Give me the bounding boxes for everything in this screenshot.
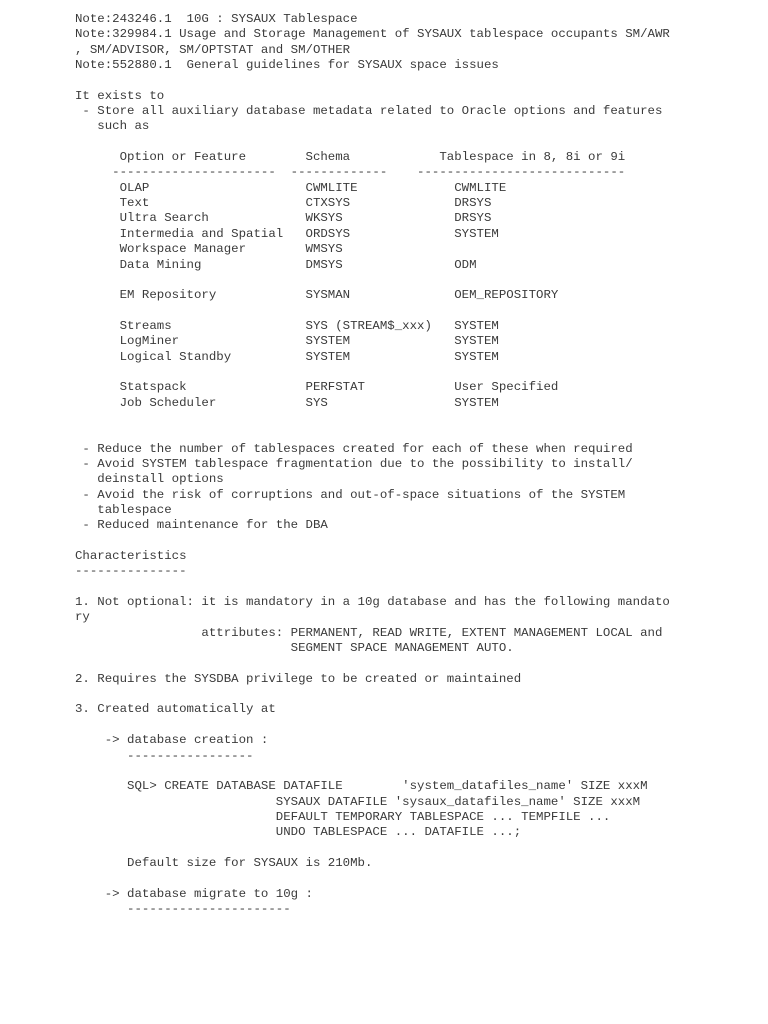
document-line: Workspace Manager WMSYS bbox=[75, 242, 343, 257]
document-line bbox=[75, 365, 670, 380]
document-line: It exists to bbox=[75, 88, 165, 103]
document-line: ---------------------- ------------- ---------------------------- bbox=[75, 165, 626, 180]
document-line bbox=[75, 304, 670, 319]
document-line: UNDO TABLESPACE ... DATAFILE ...; bbox=[75, 825, 522, 840]
document-line: - Avoid SYSTEM tablespace fragmentation due to the possibility to install/ bbox=[75, 456, 633, 471]
document-line: Note:243246.1 10G : SYSAUX Tablespace bbox=[75, 12, 358, 26]
document-line: such as bbox=[75, 119, 150, 134]
document-line: SEGMENT SPACE MANAGEMENT AUTO. bbox=[75, 641, 514, 656]
document-line bbox=[75, 411, 670, 426]
document-line: -> database creation : bbox=[75, 733, 269, 748]
document-line: SQL> CREATE DATABASE DATAFILE 'system_datafiles_name' SIZE xxxM bbox=[75, 779, 648, 794]
document-line bbox=[75, 426, 670, 441]
document-line: , SM/ADVISOR, SM/OPTSTAT and SM/OTHER bbox=[75, 42, 351, 57]
document-line: Text CTXSYS DRSYS bbox=[75, 196, 492, 211]
document-line: - Reduced maintenance for the DBA bbox=[75, 518, 328, 533]
document-line: Statspack PERFSTAT User Specified bbox=[75, 380, 559, 395]
document-line bbox=[75, 841, 670, 856]
document-line: Job Scheduler SYS SYSTEM bbox=[75, 395, 499, 410]
document-line bbox=[75, 73, 670, 88]
document-line: tablespace bbox=[75, 503, 172, 517]
document-line bbox=[75, 871, 670, 886]
document-line: -> database migrate to 10g : bbox=[75, 886, 313, 901]
document-line: EM Repository SYSMAN OEM_REPOSITORY bbox=[75, 288, 559, 303]
document-line: LogMiner SYSTEM SYSTEM bbox=[75, 334, 499, 349]
document-line bbox=[75, 718, 670, 733]
document-line bbox=[75, 656, 670, 671]
document-line: 2. Requires the SYSDBA privilege to be created or maintained bbox=[75, 671, 522, 686]
document-line: --------------- bbox=[75, 564, 187, 579]
document-line: Characteristics bbox=[75, 549, 187, 564]
document-line: - Store all auxiliary database metadata related to Oracle options and features bbox=[75, 104, 663, 119]
document-line: - Reduce the number of tablespaces created for each of these when required bbox=[75, 441, 633, 456]
document-text bbox=[75, 12, 670, 917]
document-line: Streams SYS (STREAM$_xxx) SYSTEM bbox=[75, 318, 499, 333]
document-line: Option or Feature Schema Tablespace in 8, 8i or 9i bbox=[75, 150, 626, 165]
document-line bbox=[75, 580, 670, 595]
document-line: Logical Standby SYSTEM SYSTEM bbox=[75, 349, 499, 364]
document-line bbox=[75, 534, 670, 549]
document-line bbox=[75, 273, 670, 288]
document-line: deinstall options bbox=[75, 472, 224, 487]
document-line: ry bbox=[75, 610, 90, 625]
document-line: Data Mining DMSYS ODM bbox=[75, 257, 477, 272]
document-line: 3. Created automatically at bbox=[75, 702, 276, 717]
document-line: ----------------- bbox=[75, 748, 254, 763]
document-line: attributes: PERMANENT, READ WRITE, EXTENT MANAGEMENT LOCAL and bbox=[75, 625, 663, 640]
document-line: Note:329984.1 Usage and Storage Management of SYSAUX tablespace occupants SM/AWR bbox=[75, 27, 670, 42]
document-line: Intermedia and Spatial ORDSYS SYSTEM bbox=[75, 226, 499, 241]
document-line: DEFAULT TEMPORARY TABLESPACE ... TEMPFILE ... bbox=[75, 809, 611, 824]
document-line bbox=[75, 764, 670, 779]
document-line: Default size for SYSAUX is 210Mb. bbox=[75, 855, 373, 870]
document-line: SYSAUX DATAFILE 'sysaux_datafiles_name' SIZE xxxM bbox=[75, 794, 641, 809]
document-line bbox=[75, 135, 670, 150]
document-line: - Avoid the risk of corruptions and out-of-space situations of the SYSTEM bbox=[75, 487, 626, 502]
document-line: OLAP CWMLITE CWMLITE bbox=[75, 180, 507, 195]
document-line: Ultra Search WKSYS DRSYS bbox=[75, 211, 492, 226]
document-line: 1. Not optional: it is mandatory in a 10g database and has the following mandato bbox=[75, 595, 670, 610]
document-line: ---------------------- bbox=[75, 901, 291, 916]
document-line bbox=[75, 687, 670, 702]
document-line: Note:552880.1 General guidelines for SYSAUX space issues bbox=[75, 58, 499, 73]
